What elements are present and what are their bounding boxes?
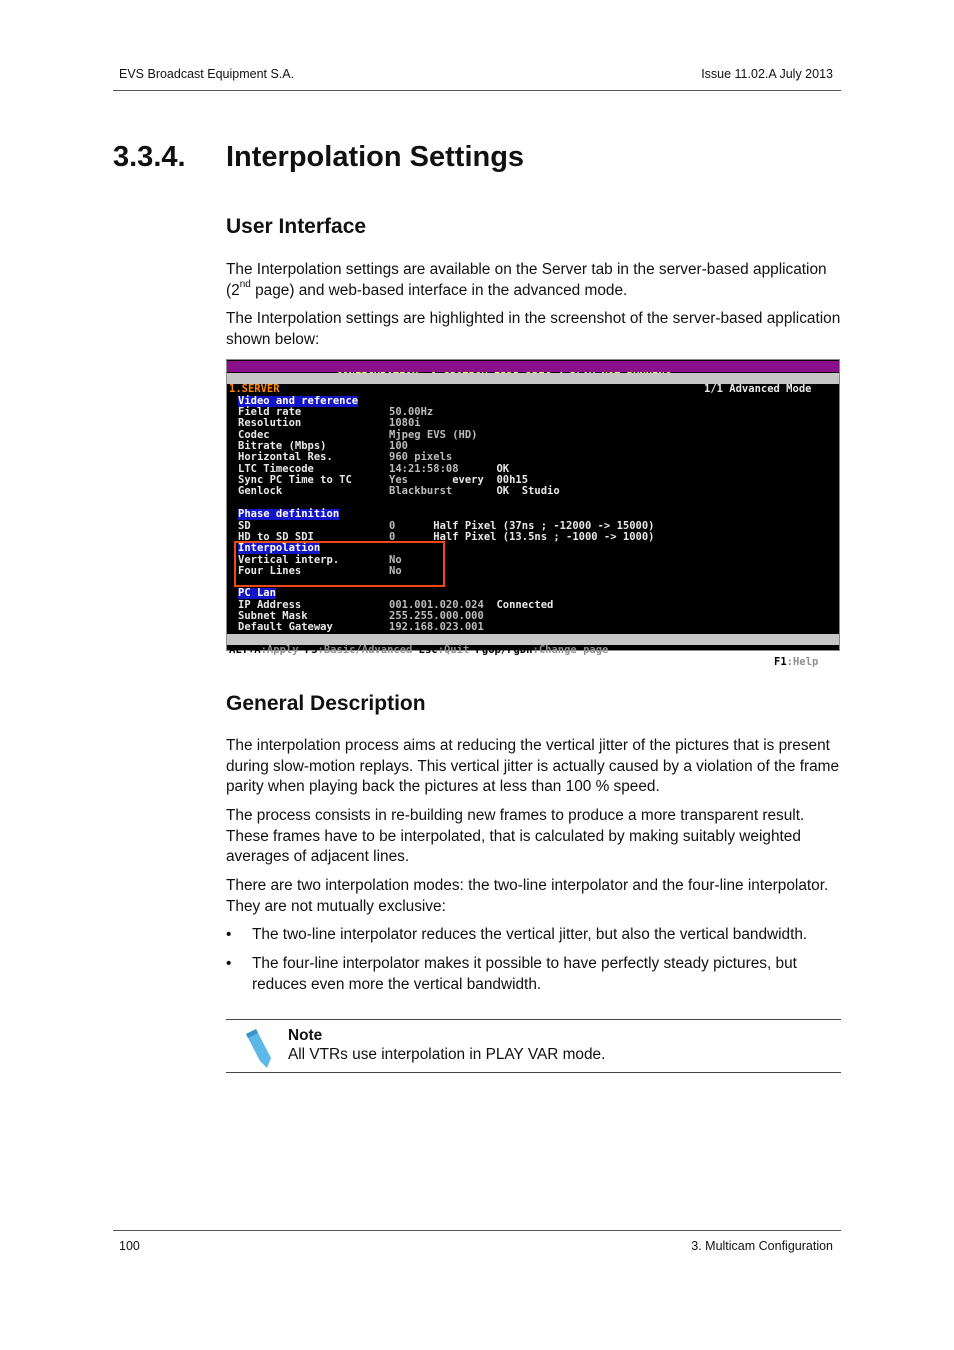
terminal-title-bar xyxy=(227,361,839,372)
status-action: :Apply xyxy=(260,644,305,657)
terminal-field-value[interactable]: 960 pixels xyxy=(389,451,453,464)
terminal-field-value[interactable]: 1080i xyxy=(389,417,421,430)
terminal-field-value[interactable]: No xyxy=(389,564,402,577)
terminal-field-label: Field rate xyxy=(238,406,302,418)
status-key[interactable]: ALT+A xyxy=(229,644,261,657)
config-screenshot xyxy=(226,359,840,668)
terminal-field-value[interactable]: Blackburst xyxy=(389,485,453,498)
terminal-field-value[interactable]: 0 xyxy=(389,519,396,532)
terminal-field-extra: Half Pixel (13.5ns ; -1000 -> 1000) xyxy=(395,530,655,543)
terminal-field-value[interactable]: Mjpeg EVS (HD) xyxy=(389,428,478,441)
terminal-field-value[interactable]: Yes xyxy=(389,473,408,486)
pc-lan-heading: PC Lan xyxy=(238,587,276,599)
bullet-dot: • xyxy=(226,926,232,943)
terminal-field-value[interactable]: 001.001.020.024 xyxy=(389,598,484,611)
ui-para1-sup: nd xyxy=(239,279,251,291)
terminal-field-value[interactable]: 14:21:58:08 xyxy=(389,462,459,475)
terminal-field-value[interactable]: 255.255.000.000 xyxy=(389,609,484,622)
terminal-field-extra: every 00h15 xyxy=(407,473,529,486)
ui-paragraph-2: The Interpolation settings are highlighted in the screenshot of the server-based application shown below: xyxy=(226,310,841,348)
terminal-field-label: SD xyxy=(238,519,251,532)
tab-server[interactable]: 1.SERVER xyxy=(229,382,280,395)
terminal-status-bar xyxy=(227,634,839,668)
terminal-field-value[interactable]: 50.00Hz xyxy=(389,406,434,418)
interpolation-highlight-box xyxy=(234,541,445,587)
general-paragraph-1: The interpolation process aims at reducing the vertical jitter of the pictures that is present during slow-motion replays. This vertical jitter is actually caused by a violation of the frame parity when playing back the pictures at less than 100 % speed. xyxy=(226,737,840,795)
terminal-field-label: IP Address xyxy=(238,598,302,611)
terminal-field-label: Sync PC Time to TC xyxy=(238,473,352,486)
terminal-field-label: Subnet Mask xyxy=(238,609,308,622)
terminal-field-label: Genlock xyxy=(238,485,283,498)
terminal-field-label: Default Gateway xyxy=(238,621,333,634)
terminal-field-label: LTC Timecode xyxy=(238,462,314,475)
note-title: Note xyxy=(288,1027,323,1044)
general-description-heading: General Description xyxy=(226,692,426,715)
bullet-text: The four-line interpolator makes it possible to have perfectly steady pictures, but reduces even more the vertical bandwidth. xyxy=(252,955,797,993)
footer-chapter: 3. Multicam Configuration xyxy=(691,1239,833,1253)
status-help-action: :Help xyxy=(786,655,819,668)
terminal-field-label: Codec xyxy=(238,428,270,441)
video-heading: Video and reference xyxy=(238,394,359,407)
bullet-text: The two-line interpolator reduces the vertical jitter, but also the vertical bandwidth. xyxy=(252,926,808,943)
terminal-field-label: Four Lines xyxy=(238,564,302,577)
ui-para1-a: The Interpolation settings are available on the Server tab in the server-based application (2 xyxy=(226,261,827,299)
page-mode: 1/1 Advanced Mode xyxy=(704,383,812,395)
page-footer xyxy=(113,1230,841,1253)
general-paragraph-3: There are two interpolation modes: the two-line interpolator and the four-line interpolator. They are not mutually exclusive: xyxy=(226,877,829,915)
terminal-field-label: Vertical interp. xyxy=(238,553,340,566)
terminal-field-extra: OK Studio xyxy=(452,485,560,498)
status-action: :Quit xyxy=(437,644,476,657)
section-title xyxy=(113,141,524,174)
pen-icon xyxy=(240,1028,274,1073)
status-key[interactable]: Esc xyxy=(418,644,438,657)
section-number: 3.3.4. xyxy=(113,141,186,173)
terminal-field-label: Resolution xyxy=(238,417,302,430)
ui-para1-b: page) and web-based interface in the advanced mode. xyxy=(250,281,628,299)
phase-heading: Phase definition xyxy=(238,508,340,520)
status-key[interactable]: PgUp/PgDn xyxy=(475,644,533,657)
tab-list[interactable]: 2.CHANNELS 3.NETWORK 4.MONITORING 5.PROTOCOL 6.GPI 7.OPERATION xyxy=(292,382,691,395)
page-number: 100 xyxy=(119,1239,140,1253)
header-company: EVS Broadcast Equipment S.A. xyxy=(119,67,295,81)
status-help[interactable] xyxy=(774,657,818,668)
note-box xyxy=(226,1019,841,1073)
note-text: All VTRs use interpolation in PLAY VAR mode. xyxy=(288,1046,606,1063)
status-help-key: F1 xyxy=(774,655,787,668)
section-title-text: Interpolation Settings xyxy=(226,141,525,173)
terminal-field-extra: Connected xyxy=(483,598,554,611)
ui-paragraph-1 xyxy=(226,260,842,301)
terminal-field-value[interactable]: 100 xyxy=(389,439,408,452)
status-action: :Change page xyxy=(532,644,609,657)
terminal-field-label: Bitrate (Mbps) xyxy=(238,439,327,452)
status-action: :Basic/Advanced xyxy=(317,644,419,657)
bullet-dot: • xyxy=(226,955,232,972)
interpolation-heading: Interpolation xyxy=(238,542,321,554)
user-interface-heading: User Interface xyxy=(226,215,367,238)
header-issue: Issue 11.02.A July 2013 xyxy=(701,67,833,81)
page-header xyxy=(113,66,841,91)
terminal-field-extra: OK xyxy=(458,462,510,475)
status-key[interactable]: F3 xyxy=(304,644,318,657)
terminal-field-label: Horizontal Res. xyxy=(238,451,333,464)
status-items xyxy=(229,645,608,656)
terminal-field-value[interactable]: No xyxy=(389,553,402,566)
terminal-field-label: HD to SD SDI xyxy=(238,530,314,543)
terminal-field-extra: Half Pixel (37ns ; -12000 -> 15000) xyxy=(395,519,655,532)
terminal-field-value[interactable]: 192.168.023.001 xyxy=(389,621,484,634)
general-paragraph-2: The process consists in re-building new frames to produce a more transparent result. These frames have to be interpolated, that is calculated by making suitably weighted averages of adjacent lines. xyxy=(226,807,805,865)
terminal-field-value[interactable]: 0 xyxy=(389,530,396,543)
